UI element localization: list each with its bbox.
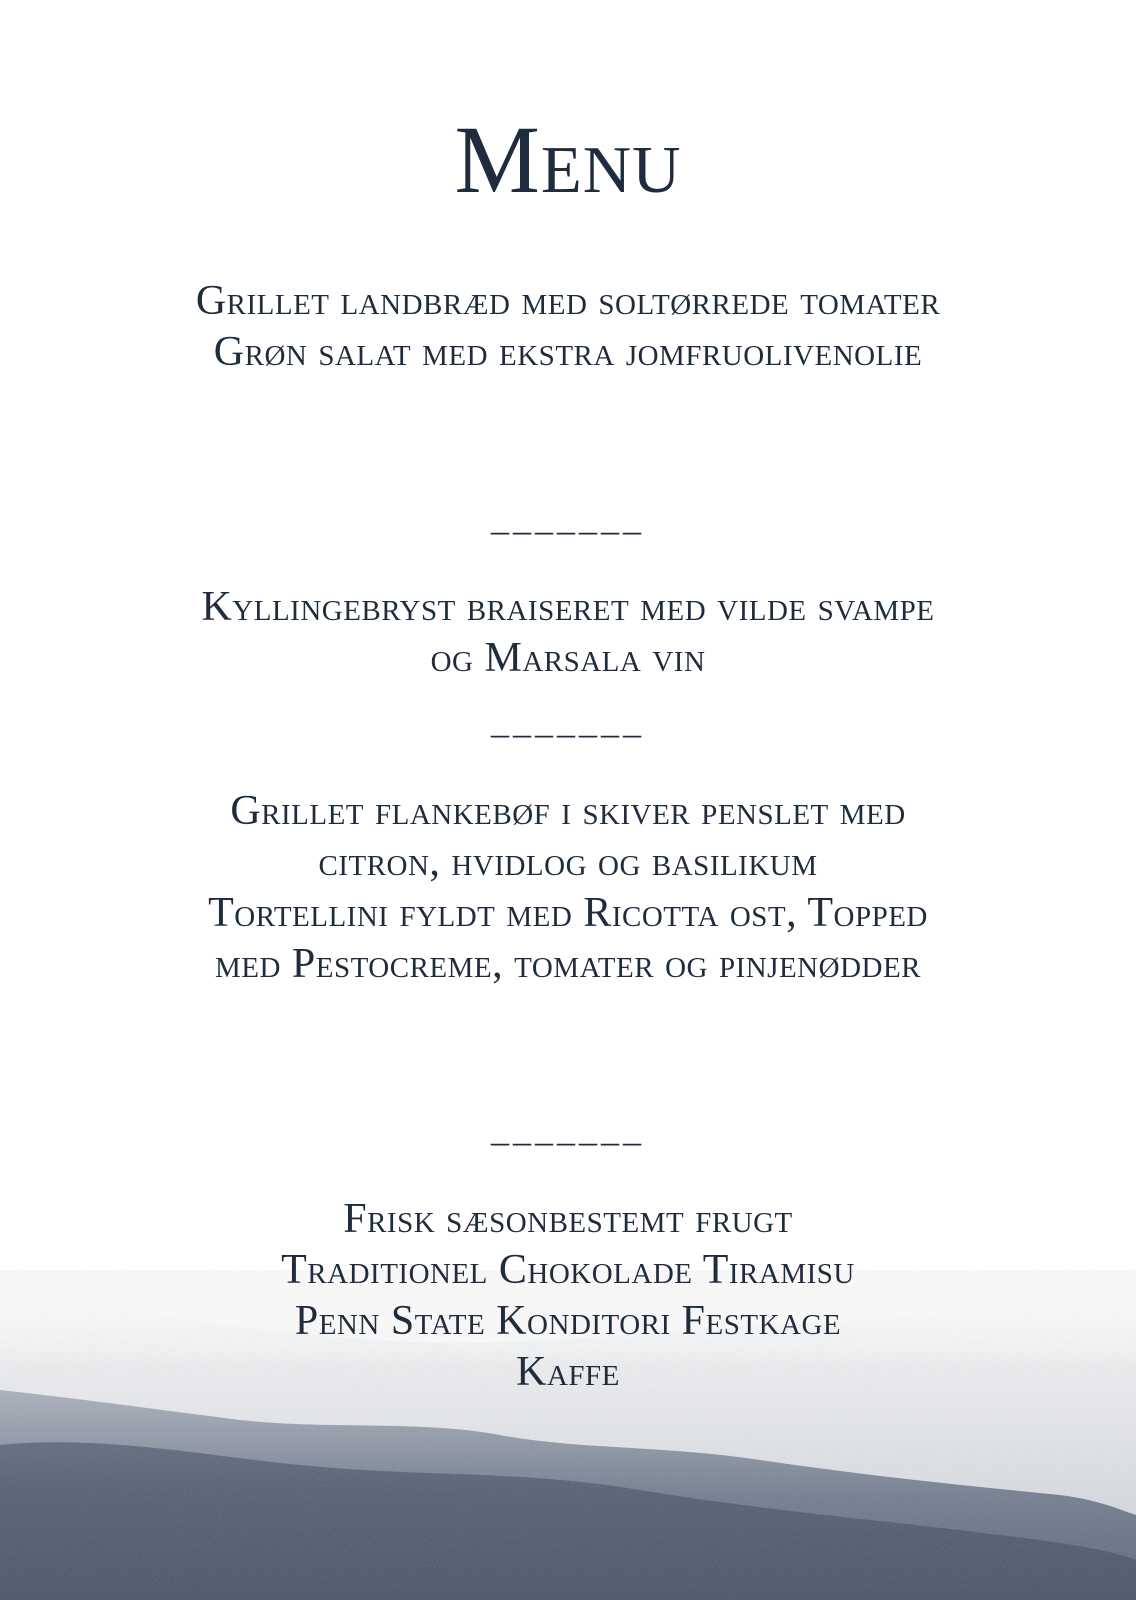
- course-starters: [180, 276, 956, 378]
- menu-title: Menu: [454, 106, 682, 213]
- dish-item: Grøn salat med ekstra jomfruolivenolie: [213, 329, 923, 375]
- dish-item: Kaffe: [516, 1349, 620, 1395]
- course-desserts: [180, 1194, 956, 1398]
- course-divider: _______: [491, 701, 645, 741]
- dish-item: Penn State Konditori Festkage: [294, 1298, 842, 1344]
- course-divider: _______: [491, 1109, 645, 1149]
- dish-item: Traditionel Chokolade Tiramisu: [281, 1247, 855, 1293]
- dish-item: Grillet landbræd med soltørrede tomater: [195, 278, 941, 324]
- dish-item: Tortellini fyldt med Ricotta ost, Topped med Pestocreme, tomater og pinjenødder: [208, 890, 928, 987]
- dish-item: Frisk sæsonbestemt frugt: [343, 1196, 793, 1242]
- course-chicken: [180, 582, 956, 684]
- course-divider: _______: [491, 498, 645, 538]
- dish-item: Kyllingebryst braiseret med vilde svampe og Marsala vin: [201, 584, 935, 681]
- dish-item: Grillet flankebøf i skiver penslet med citron, hvidlog og basilikum: [230, 788, 906, 885]
- course-mains: [180, 786, 956, 990]
